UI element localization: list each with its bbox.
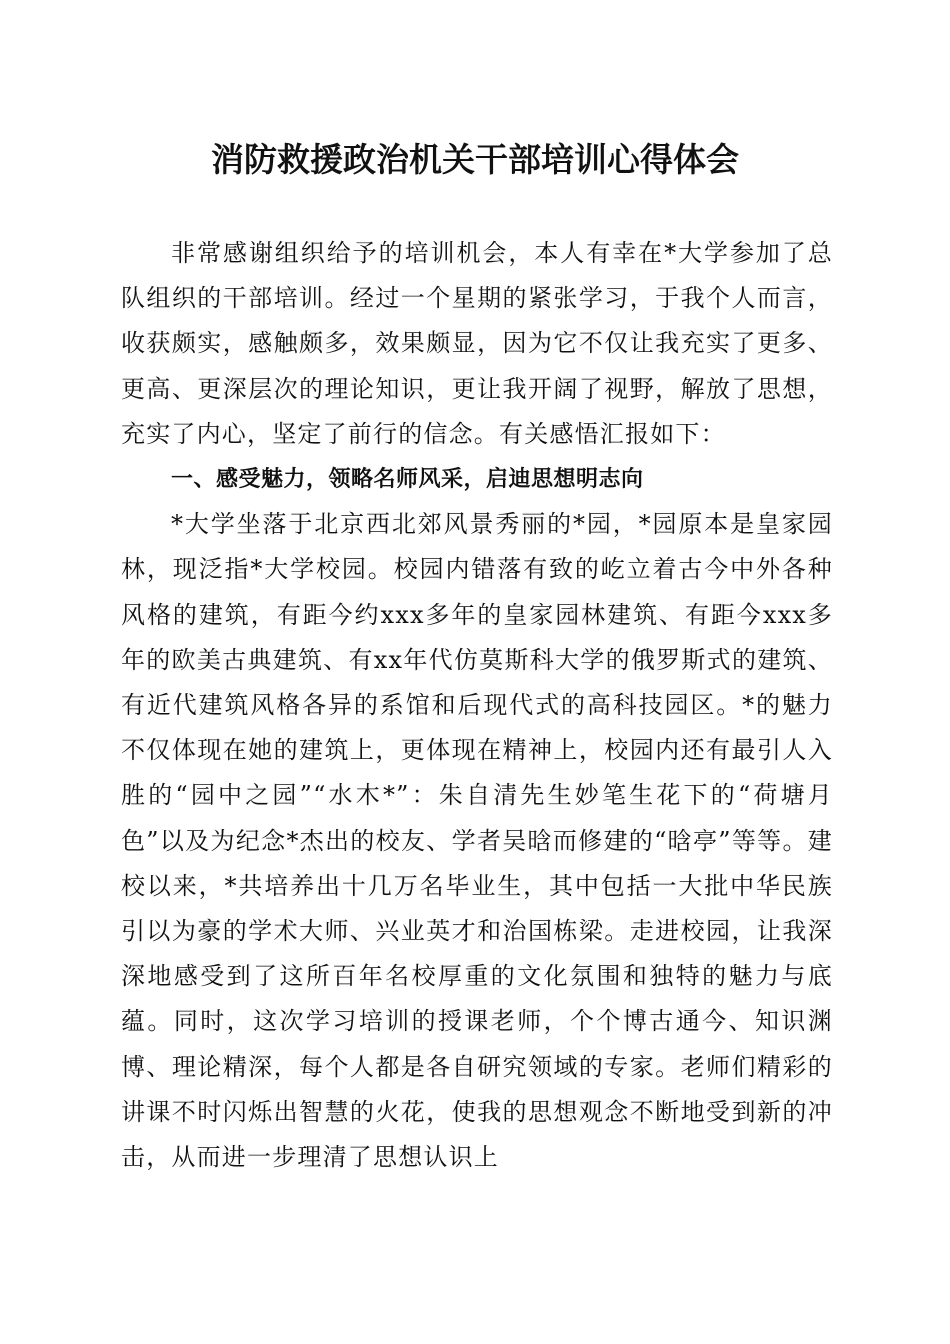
document-title: 消防救援政治机关干部培训心得体会 [211, 140, 739, 179]
body-paragraph: *大学坐落于北京西北郊风景秀丽的*园，*园原本是皇家园林，现泛指*大学校园。校园内错落有致的屹立着古今中外各种风格的建筑，有距今约xxx多年的皇家园林建筑、有距今xxx多年的欧美古典建筑、有xx年代仿莫斯科大学的俄罗斯式的建筑、有近代建筑风格各异的系馆和后现代式的高科技园区。*的魅力不仅体现在她的建筑上，更体现在精神上，校园内还有最引人入胜的“园中之园”“水木*”：朱自清先生妙笔生花下的“荷塘月色”以及为纪念*杰出的校友、学者吴晗而修建的“晗亭”等等。建校以来，*共培养出十几万名毕业生，其中包括一大批中华民族引以为豪的学术大师、兴业英才和治国栋梁。走进校园，让我深深地感受到了这所百年名校厚重的文化氛围和独特的魅力与底蕴。同时，这次学习培训的授课老师，个个博古通今、知识渊博、理论精深，每个人都是各自研究领域的专家。老师们精彩的讲课不时闪烁出智慧的火花，使我的思想观念不断地受到新的冲击，从而进一步理清了思想认识上 [121, 510, 833, 1172]
section-heading-1: 一、感受魅力，领略名师风采，启迪思想明志向 [171, 467, 644, 493]
intro-paragraph: 非常感谢组织给予的培训机会，本人有幸在*大学参加了总队组织的干部培训。经过一个星期的紧张学习，于我个人而言，收获颇实，感触颇多，效果颇显，因为它不仅让我充实了更多、更高、更深层次的理论知识，更让我开阔了视野，解放了思想，充实了内心，坚定了前行的信念。有关感悟汇报如下： [121, 239, 833, 448]
document-body [121, 231, 833, 1180]
